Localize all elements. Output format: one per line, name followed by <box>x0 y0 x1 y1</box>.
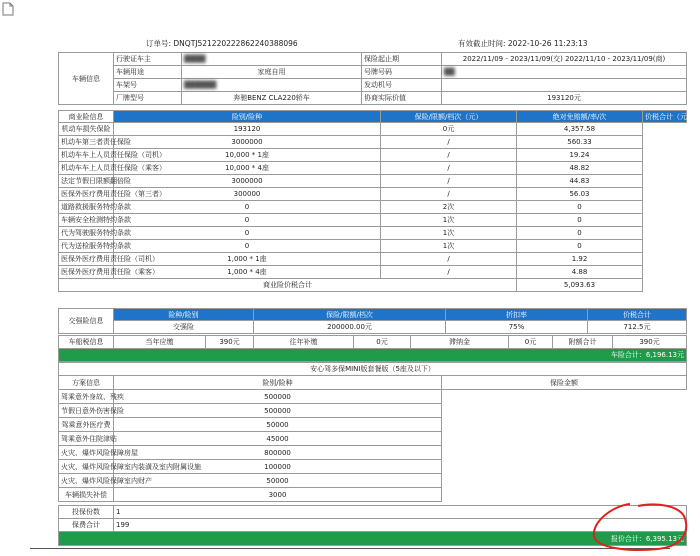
plate-value: ██ <box>442 66 687 79</box>
usage-label: 车辆用途 <box>114 66 182 79</box>
model-value: 奔驰BENZ CLA220轿车 <box>182 92 362 105</box>
plan-amount: 3000 <box>114 488 442 502</box>
tax-current-label: 当年应缴 <box>114 336 206 349</box>
commercial-row <box>59 123 687 136</box>
commercial-limit: 1,000 * 4座 <box>114 266 381 279</box>
commercial-deductible: 1次 <box>381 214 517 227</box>
model-label: 厂牌型号 <box>114 92 182 105</box>
commercial-deductible: / <box>381 149 517 162</box>
commercial-price: 19.24 <box>517 149 643 162</box>
commercial-coverage: 医保外医疗费用责任险（第三者） <box>59 188 114 201</box>
tax-prior-value: 0元 <box>354 336 411 349</box>
commercial-coverage: 车辆安全检测特约条款 <box>59 214 114 227</box>
plan-coverage: 火灾、爆炸风险保障室内财产 <box>59 474 114 488</box>
commercial-row <box>59 253 687 266</box>
plan-amount: 100000 <box>114 460 442 474</box>
owner-value: ████ <box>182 53 362 66</box>
commercial-price: 0 <box>517 227 643 240</box>
plan-coverage: 驾乘意外住院津贴 <box>59 432 114 446</box>
commercial-price: 48.82 <box>517 162 643 175</box>
plan-row <box>59 488 687 502</box>
plan-row <box>59 460 687 474</box>
commercial-table <box>58 110 694 292</box>
commercial-deductible: / <box>381 162 517 175</box>
commercial-row <box>59 227 687 240</box>
engine-value <box>442 79 687 92</box>
comp-type: 交强险 <box>114 321 254 334</box>
plan-row <box>59 432 687 446</box>
commercial-deductible: 1次 <box>381 227 517 240</box>
commercial-deductible: 2次 <box>381 201 517 214</box>
col-header-price: 价税合计（元） <box>643 111 687 123</box>
commercial-limit: 3000000 <box>114 136 381 149</box>
tax-total-label: 附额合计 <box>553 336 613 349</box>
plan-row <box>59 474 687 488</box>
vehicle-tax-table <box>58 335 687 362</box>
commercial-coverage: 代为驾驶服务特约条款 <box>59 227 114 240</box>
plan-coverage: 驾乘意外身故、残疾 <box>59 390 114 404</box>
commercial-price: 560.33 <box>517 136 643 149</box>
commercial-row <box>59 188 687 201</box>
commercial-row <box>59 175 687 188</box>
commercial-row <box>59 149 687 162</box>
col-header-deductible: 绝对免赔额/率/次 <box>517 111 643 123</box>
plan-title: 安心驾多保MINI版套餐版（5座及以下） <box>59 363 687 376</box>
copies-value: 1 <box>114 506 687 519</box>
comp-header-type: 险种/险别 <box>114 309 254 321</box>
vin-label: 车架号 <box>114 79 182 92</box>
compulsory-section-label: 交强险信息 <box>59 309 114 334</box>
commercial-price: 4.88 <box>517 266 643 279</box>
commercial-row <box>59 266 687 279</box>
col-header-limit: 保险/限额/档次（元） <box>381 111 517 123</box>
comp-discount: 75% <box>446 321 588 334</box>
commercial-coverage: 机动车车上人员责任保险（司机） <box>59 149 114 162</box>
commercial-deductible: / <box>381 188 517 201</box>
commercial-limit: 10,000 * 1座 <box>114 149 381 162</box>
commercial-deductible: 1次 <box>381 240 517 253</box>
commercial-deductible: 0元 <box>381 123 517 136</box>
comp-limit: 200000.00元 <box>254 321 446 334</box>
plan-amount: 500000 <box>114 404 442 418</box>
plan-coverage: 驾乘意外医疗费 <box>59 418 114 432</box>
commercial-limit: 0 <box>114 201 381 214</box>
quote-total: 报价合计：6,395.13元 <box>59 532 687 546</box>
commercial-coverage: 代为送检服务特约条款 <box>59 240 114 253</box>
plan-amount: 50000 <box>114 418 442 432</box>
tax-total-value: 390元 <box>613 336 687 349</box>
commercial-limit: 0 <box>114 240 381 253</box>
plate-label: 号牌号码 <box>362 66 442 79</box>
commercial-limit: 10,000 * 4座 <box>114 162 381 175</box>
plan-header-coverage: 险别/险种 <box>114 376 442 390</box>
plan-header-amount: 保险金额 <box>442 376 687 390</box>
tax-late-value: 0元 <box>509 336 553 349</box>
commercial-limit: 1,000 * 1座 <box>114 253 381 266</box>
commercial-price: 4,357.58 <box>517 123 643 136</box>
order-number: 订单号: DNQTJ521220222862240388096 <box>146 39 298 48</box>
engine-label: 发动机号 <box>362 79 442 92</box>
plan-table <box>58 362 687 502</box>
commercial-row <box>59 136 687 149</box>
comp-header-price: 价税合计 <box>588 309 687 321</box>
premium-value: 199 <box>114 519 687 532</box>
commercial-price: 0 <box>517 201 643 214</box>
tax-section-label: 车船税信息 <box>59 336 114 349</box>
commercial-price: 1.92 <box>517 253 643 266</box>
commercial-coverage: 医保外医疗费用责任险（司机） <box>59 253 114 266</box>
period-value: 2022/11/09 - 2023/11/09(交) 2022/11/10 - 2023/11/09(商) <box>442 53 687 66</box>
commercial-coverage: 机动车第三者责任保险 <box>59 136 114 149</box>
commercial-coverage: 机动车车上人员责任保险（乘客） <box>59 162 114 175</box>
tax-late-label: 滞纳金 <box>411 336 509 349</box>
comp-header-discount: 折扣率 <box>446 309 588 321</box>
plan-row <box>59 404 687 418</box>
commercial-coverage: 法定节假日限额翻倍险 <box>59 175 114 188</box>
commercial-total-label: 商业险价税合计 <box>59 279 517 292</box>
period-label: 保险起止期 <box>362 53 442 66</box>
comp-price: 712.5元 <box>588 321 687 334</box>
plan-amount: 500000 <box>114 390 442 404</box>
value-label: 协商实际价值 <box>362 92 442 105</box>
commercial-coverage: 机动车损失保险 <box>59 123 114 136</box>
vin-value: ██████ <box>182 79 362 92</box>
plan-coverage: 车辆损失补偿 <box>59 488 114 502</box>
document-icon <box>2 2 14 16</box>
col-header-coverage: 险别/险种 <box>114 111 381 123</box>
plan-row <box>59 418 687 432</box>
tax-prior-label: 往年补缴 <box>254 336 354 349</box>
commercial-coverage: 医保外医疗费用责任险（乘客） <box>59 266 114 279</box>
value-value: 193120元 <box>442 92 687 105</box>
plan-row <box>59 446 687 460</box>
plan-amount: 50000 <box>114 474 442 488</box>
commercial-row <box>59 240 687 253</box>
copies-label: 投保份数 <box>59 506 114 519</box>
commercial-price: 44.83 <box>517 175 643 188</box>
commercial-price: 56.03 <box>517 188 643 201</box>
usage-value: 家庭自用 <box>182 66 362 79</box>
commercial-limit: 3000000 <box>114 175 381 188</box>
commercial-row <box>59 214 687 227</box>
compulsory-table <box>58 308 687 334</box>
tax-current-value: 390元 <box>206 336 254 349</box>
commercial-deductible: / <box>381 136 517 149</box>
commercial-row <box>59 162 687 175</box>
commercial-section-label: 商业险信息 <box>59 111 114 123</box>
commercial-price: 0 <box>517 214 643 227</box>
owner-label: 行驶证车主 <box>114 53 182 66</box>
plan-coverage: 火灾、爆炸风险保障房屋 <box>59 446 114 460</box>
valid-until: 有效截止时间: 2022-10-26 11:23:13 <box>458 39 588 48</box>
commercial-deductible: / <box>381 175 517 188</box>
comp-header-limit: 保险/限额/档次 <box>254 309 446 321</box>
commercial-limit: 300000 <box>114 188 381 201</box>
plan-section-label: 方案信息 <box>59 376 114 390</box>
commercial-limit: 0 <box>114 227 381 240</box>
commercial-limit: 193120 <box>114 123 381 136</box>
summary-table <box>58 505 687 546</box>
bottom-rule <box>30 548 670 549</box>
commercial-deductible: / <box>381 266 517 279</box>
vehicle-total: 车险合计：6,196.13元 <box>59 349 687 362</box>
plan-coverage: 节假日意外伤害保险 <box>59 404 114 418</box>
vehicle-section-label: 车辆信息 <box>59 53 114 105</box>
plan-amount: 800000 <box>114 446 442 460</box>
commercial-coverage: 道路救援服务特约条款 <box>59 201 114 214</box>
premium-label: 保费合计 <box>59 519 114 532</box>
plan-amount: 45000 <box>114 432 442 446</box>
commercial-row <box>59 201 687 214</box>
commercial-limit: 0 <box>114 214 381 227</box>
commercial-deductible: / <box>381 253 517 266</box>
order-header <box>62 38 680 50</box>
commercial-price: 0 <box>517 240 643 253</box>
commercial-total-value: 5,093.63 <box>517 279 643 292</box>
plan-coverage: 火灾、爆炸风险保障室内装潢及室内附属设施 <box>59 460 114 474</box>
plan-row <box>59 390 687 404</box>
vehicle-info-table <box>58 52 687 105</box>
